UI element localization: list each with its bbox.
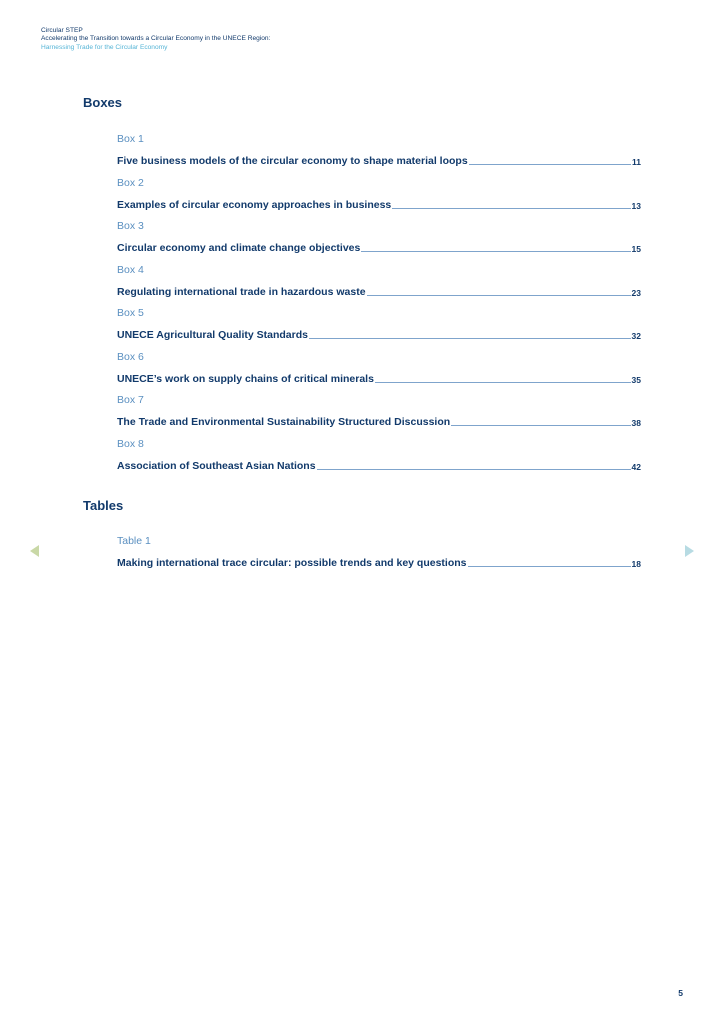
entry-page-number: 42 xyxy=(631,461,641,472)
entry-page-number: 13 xyxy=(631,200,641,211)
triangle-left-icon[interactable] xyxy=(30,545,39,557)
entry-label: Box 5 xyxy=(117,307,144,319)
toc-entry-box-6[interactable] xyxy=(117,350,641,394)
entry-title: Circular economy and climate change objectives xyxy=(117,242,361,254)
toc-entry-box-1[interactable] xyxy=(117,132,641,176)
header-series-title: Circular STEP xyxy=(41,27,83,34)
entry-page-number: 32 xyxy=(631,331,641,341)
entry-label: Box 1 xyxy=(117,133,144,145)
dot-leader xyxy=(392,208,630,209)
dot-leader xyxy=(375,382,631,383)
dot-leader xyxy=(367,295,631,296)
entry-title: Five business models of the circular economy to shape material loops xyxy=(117,155,468,167)
toc-entry-box-7[interactable] xyxy=(117,393,641,437)
entry-label: Box 4 xyxy=(117,263,144,276)
entry-page-number: 35 xyxy=(631,374,641,385)
entry-label: Box 8 xyxy=(117,437,144,450)
boxes-list xyxy=(117,132,641,480)
dot-leader xyxy=(317,469,631,470)
boxes-section-title: Boxes xyxy=(83,95,123,110)
entry-page-number: 11 xyxy=(632,157,641,167)
dot-leader xyxy=(309,338,631,339)
toc-entry-box-5[interactable] xyxy=(117,306,641,350)
entry-label: Box 2 xyxy=(117,176,144,189)
toc-entry-table-1[interactable] xyxy=(117,534,641,578)
entry-title: Regulating international trade in hazardous waste xyxy=(117,285,366,298)
entry-title: Making international trace circular: possible trends and key questions xyxy=(117,557,467,569)
document-header xyxy=(41,27,270,52)
dot-leader xyxy=(469,164,631,165)
toc-entry-box-4[interactable] xyxy=(117,263,641,307)
dot-leader xyxy=(361,251,630,252)
dot-leader xyxy=(451,425,630,426)
toc-entry-box-8[interactable] xyxy=(117,437,641,481)
entry-title: UNECE’s work on supply chains of critical minerals xyxy=(117,372,374,385)
entry-page-number: 18 xyxy=(631,559,641,569)
toc-entry-box-3[interactable] xyxy=(117,219,641,263)
triangle-right-icon[interactable] xyxy=(685,545,694,557)
entry-page-number: 23 xyxy=(631,287,641,298)
entry-label: Table 1 xyxy=(117,535,151,547)
header-report-subtitle: Harnessing Trade for the Circular Economy xyxy=(41,43,168,51)
toc-entry-box-2[interactable] xyxy=(117,176,641,220)
entry-label: Box 3 xyxy=(117,220,144,232)
tables-list xyxy=(117,534,641,578)
header-report-title: Accelerating the Transition towards a Circular Economy in the UNECE Region: xyxy=(41,35,271,43)
entry-label: Box 6 xyxy=(117,350,144,363)
dot-leader xyxy=(468,566,631,567)
entry-title: UNECE Agricultural Quality Standards xyxy=(117,329,308,341)
entry-title: Association of Southeast Asian Nations xyxy=(117,459,316,472)
page-number: 5 xyxy=(678,988,683,998)
entry-title: Examples of circular economy approaches in business xyxy=(117,198,392,211)
tables-section-title: Tables xyxy=(83,498,124,513)
entry-page-number: 15 xyxy=(631,244,641,254)
entry-title: The Trade and Environmental Sustainability Structured Discussion xyxy=(117,416,451,428)
entry-label: Box 7 xyxy=(117,394,144,406)
entry-page-number: 38 xyxy=(631,418,641,428)
